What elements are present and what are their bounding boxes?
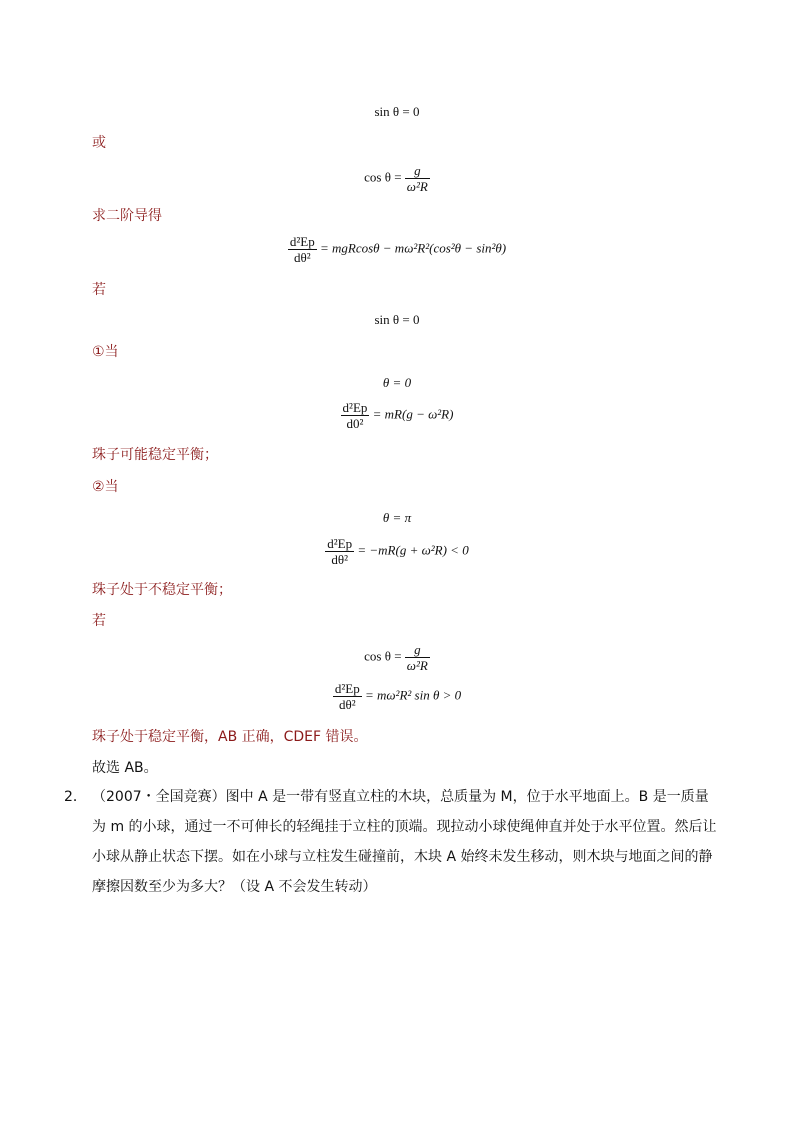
case1-result: 珠子可能稳定平衡； xyxy=(92,447,218,463)
fraction-numerator: g xyxy=(405,164,430,179)
fraction xyxy=(288,235,317,264)
equation-rhs: = mgRcosθ − mω²R²(cos²θ − sin²θ) xyxy=(319,240,507,256)
fraction-denominator: dθ² xyxy=(338,697,356,712)
equation-rhs: = mω²R² sin θ > 0 xyxy=(364,687,462,703)
equation-rhs: = mR(g − ω²R) xyxy=(372,406,454,422)
fraction xyxy=(405,643,430,672)
fraction-numerator: g xyxy=(405,643,430,658)
equation-sin-theta-zero xyxy=(0,105,794,118)
fraction-denominator: dθ² xyxy=(331,552,348,567)
equation-text: θ = 0 xyxy=(382,375,412,390)
equation-lhs: cos θ = xyxy=(364,648,402,664)
fraction xyxy=(325,537,354,566)
fraction-denominator: ω²R xyxy=(406,179,428,194)
equation-stable-derivative xyxy=(0,682,794,711)
equation-theta-zero xyxy=(0,376,794,389)
equation-case2-derivative xyxy=(0,537,794,566)
second-derivative-label: 求二阶导得 xyxy=(92,208,162,224)
fraction-numerator: d²Ep xyxy=(334,681,360,696)
case2-label: ②当 xyxy=(92,479,119,495)
equation-sin-theta-zero-2 xyxy=(0,313,794,326)
fraction-numerator: d²Ep xyxy=(289,234,315,249)
question-number: 2． xyxy=(64,789,87,805)
case2-result: 珠子处于不稳定平衡； xyxy=(92,582,232,598)
equation-cos-theta-2 xyxy=(0,643,794,672)
fraction-numerator: d²Ep xyxy=(327,536,353,551)
fraction-numerator: d²Ep xyxy=(342,400,368,415)
fraction-denominator: dθ² xyxy=(293,250,311,265)
fraction-denominator: d0² xyxy=(346,416,364,431)
fraction xyxy=(333,682,362,711)
question-text: （2007・全国竞赛）图中 A 是一带有竖直立柱的木块，总质量为 M，位于水平地面上。B 是一质量为 m 的小球，通过一不可伸长的轻绳挂于立柱的顶端。现拉动小球使绳伸直并处于水平位置。然后让小球从静止状态下摆。如在小球与立柱发生碰撞前，木块 A 始终未发生移动，则木块与地面之间的静摩擦因数至少为多大？（设 A 不会发生转动） xyxy=(92,789,717,895)
if-label-1: 若 xyxy=(92,282,106,298)
equation-rhs: = −mR(g + ω²R) < 0 xyxy=(357,542,469,558)
equation-text: sin θ = 0 xyxy=(374,312,420,327)
or-label: 或 xyxy=(92,135,106,151)
answer: 故选 AB。 xyxy=(92,760,158,776)
fraction xyxy=(405,164,430,193)
if-label-2: 若 xyxy=(92,613,106,629)
fraction-denominator: ω²R xyxy=(406,658,428,673)
equation-second-derivative xyxy=(0,235,794,264)
equation-cos-theta xyxy=(0,164,794,193)
equation-case1-derivative xyxy=(0,401,794,430)
equation-text: sin θ = 0 xyxy=(374,104,420,119)
equation-text: θ = π xyxy=(382,510,412,525)
case1-label: ①当 xyxy=(92,344,119,360)
conclusion: 珠子处于稳定平衡，AB 正确，CDEF 错误。 xyxy=(92,729,368,745)
equation-lhs: cos θ = xyxy=(364,169,402,185)
fraction xyxy=(341,401,370,430)
equation-theta-pi xyxy=(0,511,794,524)
